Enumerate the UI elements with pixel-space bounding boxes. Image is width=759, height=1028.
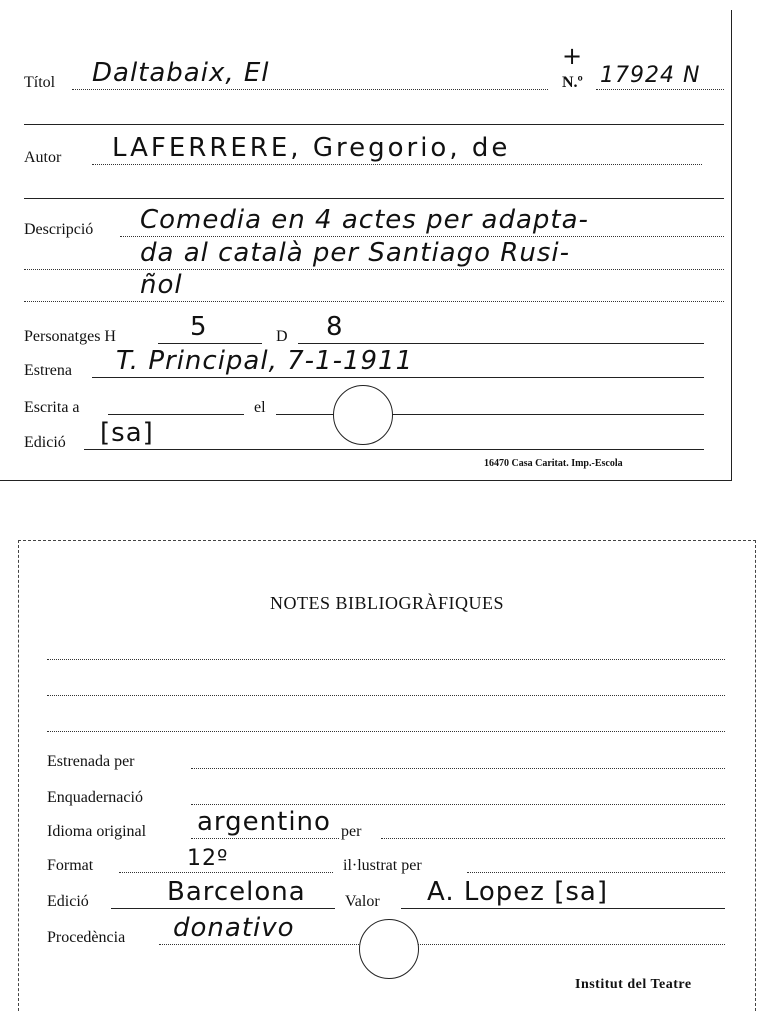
estrenada-row (19, 747, 755, 777)
edicio-label: Edició (24, 434, 66, 451)
notes-line-1 (47, 659, 725, 660)
illustrat-line (467, 872, 725, 873)
autor-label: Autor (24, 149, 62, 166)
illustrat-label: il·lustrat per (343, 857, 422, 874)
catalog-card-back (18, 540, 756, 1011)
format-row (19, 846, 755, 881)
edicio-back-row (19, 877, 755, 917)
descripcio-line-3 (24, 301, 724, 302)
edicio-value: [sa] (100, 418, 154, 448)
format-value: 12º (187, 846, 229, 871)
descripcio-line1: Comedia en 4 actes per adapta- (140, 205, 589, 235)
escrita-line (108, 414, 244, 415)
titol-row (0, 42, 731, 98)
procedencia-value: donativo (173, 913, 295, 943)
autor-row (0, 133, 731, 173)
institut-imprint: Institut del Teatre (575, 977, 692, 992)
d-value: 8 (326, 312, 344, 342)
estrenada-line (191, 768, 725, 769)
no-mark: + (562, 42, 584, 70)
per-label: per (341, 823, 362, 840)
idioma-line (191, 838, 339, 839)
descripcio-label: Descripció (24, 221, 94, 238)
valor-label: Valor (345, 893, 380, 910)
procedencia-label: Procedència (47, 929, 126, 946)
notes-line-2 (47, 695, 725, 696)
binding-hole (359, 919, 419, 979)
edicio-back-line (111, 908, 335, 909)
enquadernacio-row (19, 783, 755, 813)
descripcio-line-2 (24, 269, 724, 270)
procedencia-line (159, 944, 725, 945)
d-label: D (276, 328, 288, 345)
estrena-row (0, 346, 731, 386)
autor-line (92, 164, 702, 165)
rule (24, 198, 724, 199)
titol-value: Daltabaix, El (92, 58, 270, 88)
idioma-row (19, 807, 755, 847)
printer-imprint: 16470 Casa Caritat. Imp.-Escola (484, 458, 623, 469)
enquadernacio-line (191, 804, 725, 805)
estrena-label: Estrena (24, 362, 72, 379)
estrena-line (92, 377, 704, 378)
descripcio-line3: ñol (140, 270, 183, 300)
format-line (119, 872, 333, 873)
no-line (596, 89, 724, 90)
notes-heading: NOTES BIBLIOGRÀFIQUES (269, 593, 504, 613)
estrenada-label: Estrenada per (47, 753, 135, 770)
no-label: N.º (562, 74, 583, 91)
enquadernacio-label: Enquadernació (47, 789, 143, 806)
edicio-line (84, 449, 704, 450)
rule (24, 124, 724, 125)
edicio-back-value: Barcelona (167, 877, 306, 907)
h-line (158, 343, 262, 344)
idioma-value: argentino (197, 807, 331, 837)
no-value: 17924 N (600, 63, 701, 88)
per-line (381, 838, 725, 839)
h-value: 5 (190, 312, 208, 342)
titol-label: Títol (24, 74, 56, 91)
valor-line (401, 908, 725, 909)
descripcio-line-1 (120, 236, 724, 237)
catalog-card-front (0, 10, 732, 481)
edicio-row (0, 418, 731, 458)
valor-value: A. Lopez [sa] (427, 877, 608, 907)
edicio-back-label: Edició (47, 893, 89, 910)
titol-line (72, 89, 548, 90)
escrita-label: Escrita a (24, 399, 80, 416)
notes-line-3 (47, 731, 725, 732)
descripcio-row-2 (0, 238, 731, 278)
autor-value: LAFERRERE, Gregorio, de (112, 133, 511, 163)
descripcio-row-3 (0, 270, 731, 310)
d-line (298, 343, 704, 344)
idioma-label: Idioma original (47, 823, 147, 840)
el-label: el (254, 399, 266, 416)
personatges-label: Personatges H (24, 328, 116, 345)
descripcio-line2: da al català per Santiago Rusi- (140, 238, 570, 268)
estrena-value: T. Principal, 7-1-1911 (116, 346, 414, 376)
format-label: Format (47, 857, 94, 874)
